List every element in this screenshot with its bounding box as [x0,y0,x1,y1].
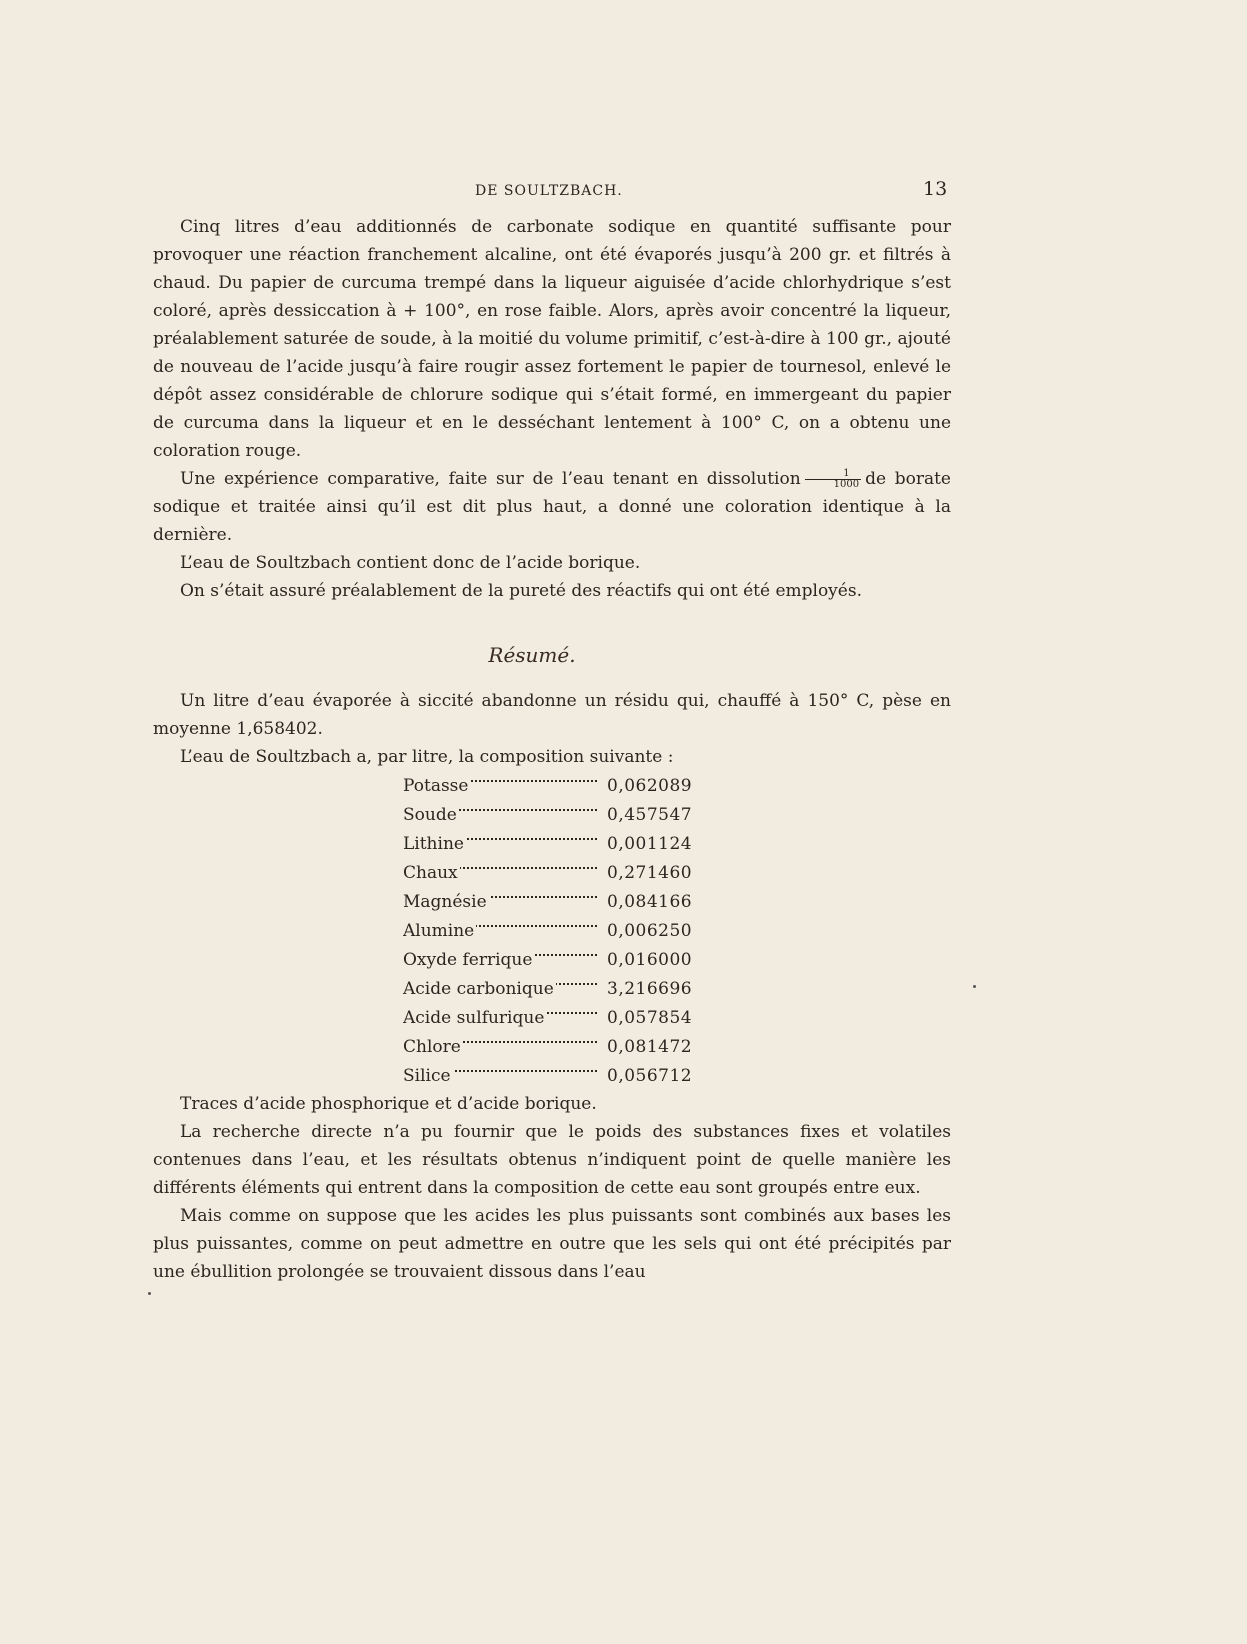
component-name-cell [403,1003,603,1032]
component-name: Chaux [403,862,458,883]
component-value: 0,081472 [607,1036,693,1057]
component-name-cell [403,1032,603,1061]
component-name-cell [403,858,603,887]
component-name-cell [403,829,603,858]
component-value: 0,001124 [607,833,693,854]
margin-mark [973,985,976,988]
table-row [403,916,692,945]
component-name-cell [403,945,603,974]
component-name: Silice [403,1065,451,1086]
fraction-denominator: 1000 [833,479,860,490]
component-name-cell [403,974,603,1003]
component-name: Oxyde ferrique [403,949,533,970]
component-name-cell [403,1061,603,1090]
paragraph-text: Une expérience comparative, faite sur de l’eau tenant en dissolution [180,469,801,489]
page-number: 13 [923,178,948,200]
component-name-cell [403,916,603,945]
component-name-cell [403,771,603,800]
component-value: 0,271460 [607,862,693,883]
component-name: Alumine [403,920,475,941]
component-name-cell [403,800,603,829]
component-name: Soude [403,804,457,825]
table-row [403,1032,692,1061]
table-row [403,1061,692,1090]
component-value: 0,057854 [607,1007,693,1028]
fraction [805,469,861,490]
table-row [403,1003,692,1032]
component-name: Acide carbonique [403,978,554,999]
table-row [403,829,692,858]
component-value: 0,016000 [607,949,693,970]
table-row [403,858,692,887]
paragraph-text: de borate sodique et traitée ainsi qu’il est dit plus haut, a donné une coloration identique à la dernière. [153,469,951,545]
paragraph: Mais comme on suppose que les acides les plus puissants sont combinés aux bases les plus puissantes, comme on peut admettre en outre que les sels qui ont été précipités par une ébullition prolongée se trouvaient dissous dans l’eau [153,1206,951,1282]
component-name: Lithine [403,833,464,854]
component-value: 0,062089 [607,775,693,796]
component-value: 0,006250 [607,920,693,941]
composition-table [403,771,692,1090]
paragraph: Traces d’acide phosphorique et d’acide borique. [180,1094,597,1114]
table-row [403,800,692,829]
page-body [153,213,951,1286]
running-head: DE SOULTZBACH. [475,183,623,199]
table-row [403,974,692,1003]
component-value: 3,216696 [607,978,693,999]
component-name-cell [403,887,603,916]
paragraph: Cinq litres d’eau additionnés de carbonate sodique en quantité suffisante pour provoquer une réaction franchement alcaline, ont été évaporés jusqu’à 200 gr. et filtrés à chaud. Du papier de curcuma trempé dans la liqueur aiguisée d’acide chlorhydrique s’est coloré, après dessiccation à + 100°, en rose faible. Alors, après avoir concentré la liqueur, préalablement saturée de soude, à la moitié du volume primitif, c’est-à-dire à 100 gr., ajouté de nouveau de l’acide jusqu’à faire rougir assez fortement le papier de tournesol, enlevé le dépôt assez considérable de chlorure sodique qui s’était formé, en immergeant du papier de curcuma dans la liqueur et en le desséchant lentement à 100° C, on a obtenu une coloration rouge. [153,217,951,461]
paragraph: L’eau de Soultzbach a, par litre, la composition suivante : [180,747,674,767]
component-name: Chlore [403,1036,461,1057]
fraction-numerator: 1 [805,469,861,480]
component-value: 0,056712 [607,1065,693,1086]
paragraph: On s’était assuré préalablement de la pureté des réactifs qui ont été employés. [180,581,862,601]
paragraph: Un litre d’eau évaporée à siccité abandonne un résidu qui, chauffé à 150° C, pèse en moyenne 1,658402. [153,691,951,739]
component-value: 0,084166 [607,891,693,912]
component-name: Potasse [403,775,469,796]
component-name: Acide sulfurique [403,1007,545,1028]
section-heading: Résumé. [488,643,576,667]
paragraph [153,465,951,549]
margin-mark [148,1292,151,1295]
component-value: 0,457547 [607,804,693,825]
paragraph: La recherche directe n’a pu fournir que le poids des substances fixes et volatiles contenues dans l’eau, et les résultats obtenus n’indiquent point de quelle manière les différents éléments qui entrent dans la composition de cette eau sont groupés entre eux. [153,1122,951,1198]
paragraph: L’eau de Soultzbach contient donc de l’acide borique. [180,553,641,573]
table-row [403,887,692,916]
table-row [403,771,692,800]
table-row [403,945,692,974]
component-name: Magnésie [403,891,487,912]
